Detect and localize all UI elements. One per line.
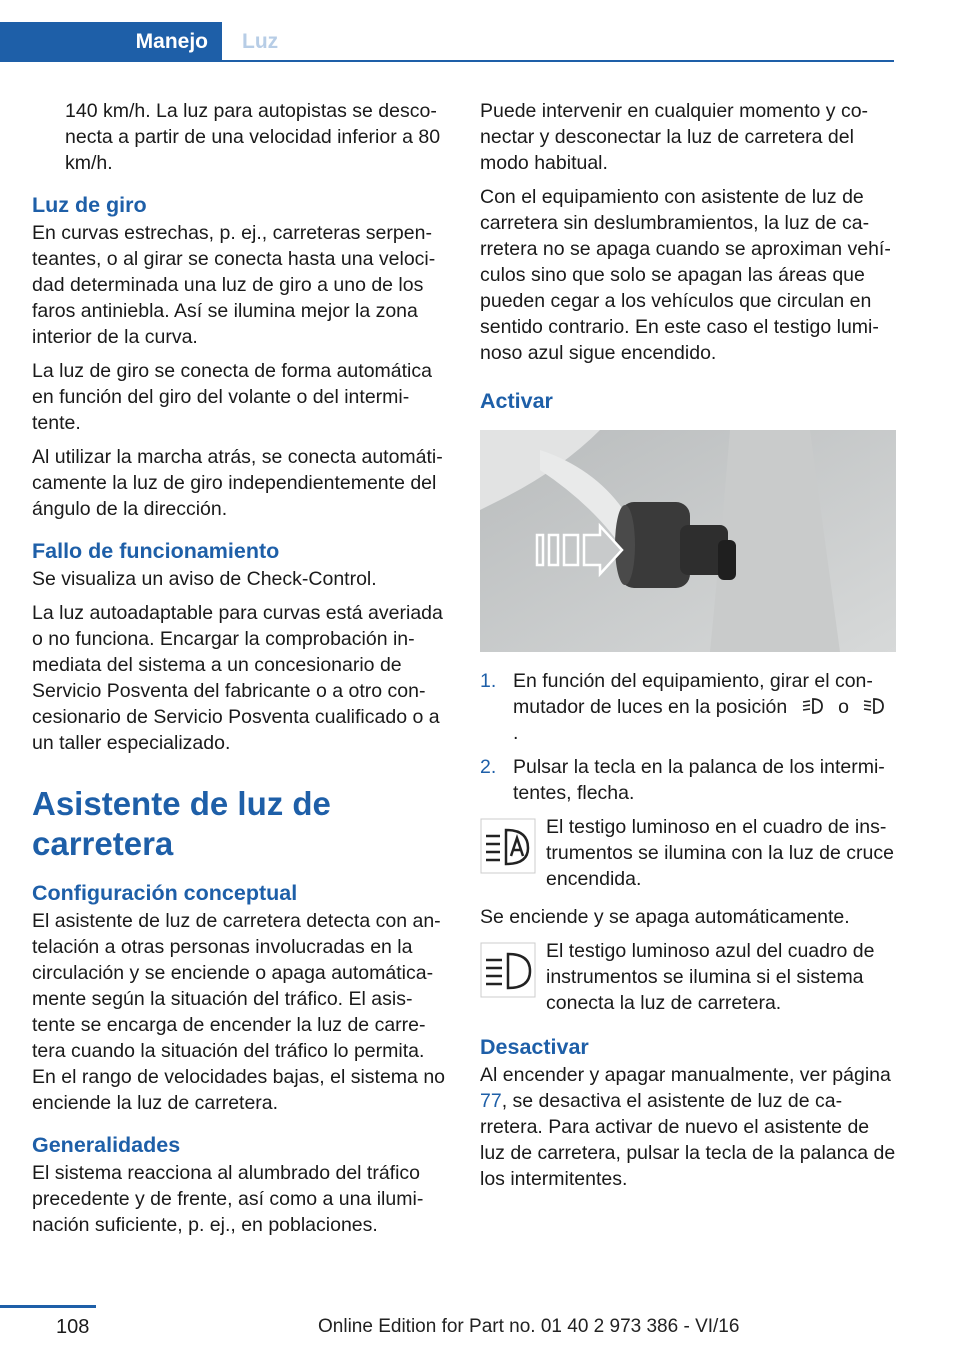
luz-giro-p2: La luz de giro se conecta de forma automática en función del giro del volante o del intermitente. [32, 360, 432, 434]
step-number: 1. [480, 670, 497, 692]
right-p2: Con el equipamiento con asistente de luz de carretera sin deslumbramientos, la luz de carretera no se apaga cuando se aproximan vehículos sino que solo se apagan las áreas que pueden cegar a los vehículos que circulan en sentido contrario. En este caso el testigo luminoso azul sigue encendido. [480, 186, 891, 364]
list-item [480, 754, 896, 806]
heading-configuracion: Configuración conceptual [32, 881, 298, 905]
activation-steps [480, 668, 896, 806]
step-text: Pulsar la tecla en la palanca de los intermitentes, flecha. [513, 756, 885, 804]
general-p1: El sistema reacciona al alumbrado del tráfico precedente y de frente, así como a una iluminación suficiente, p. ej., en poblaciones. [32, 1162, 424, 1236]
auto-paragraph: Se enciende y se apaga automáticamente. [480, 906, 850, 928]
heading-fallo: Fallo de funcionamiento [32, 539, 280, 563]
auto-headlight-icon [801, 696, 825, 716]
heading-asistente: Asistente de luz de carretera [32, 785, 331, 862]
desactivar-paragraph: Al encender y apagar manualmente, ver página 77, se desactiva el asistente de luz de carretera. Para activar de nuevo el asistente de luz de carretera, pulsar la tecla de la palanca de los intermitentes. [480, 1064, 896, 1190]
left-column [32, 98, 448, 1246]
heading-luz-de-giro: Luz de giro [32, 193, 147, 217]
heading-activar: Activar [480, 389, 553, 413]
tab-manejo[interactable]: Manejo [0, 22, 222, 62]
intro-paragraph: 140 km/h. La luz para autopistas se desconecta a partir de una velocidad inferior a 80 km/h. [65, 100, 441, 174]
fallo-p1: Se visualiza un aviso de Check-Control. [32, 568, 377, 590]
edition-text: Online Edition for Part no. 01 40 2 973 386 - VI/16 [318, 1316, 740, 1337]
footer-rule [0, 1305, 96, 1308]
step-text: En función del equipamiento, girar el conmutador de luces en la posición o . [513, 668, 896, 746]
luz-giro-p1: En curvas estrechas, p. ej., carreteras serpenteantes, o al girar se conecta hasta una velocidad determinada una luz de giro a uno de los faros antiniebla. Así se ilumina mejor la zona interior de la curva. [32, 222, 436, 348]
fallo-p2: La luz autoadaptable para curvas está averiada o no funciona. Encargar la comprobación inmediata del sistema a un concesionario de Servicio Posventa del fabricante o a otro concesionario de Servicio Posventa cualificado o a un taller especializado. [32, 602, 443, 754]
tab-luz[interactable]: Luz [242, 30, 279, 53]
page-number: 108 [56, 1316, 90, 1338]
page-header [0, 22, 894, 62]
config-p1: El asistente de luz de carretera detecta con antelación a otras personas involucradas en la circulación y se enciende o apaga automáticamente según la situación del tráfico. El asistente se encarga de encender la luz de carretera cuando la situación del tráfico lo permita. En el rango de velocidades bajas, el sistema no enciende la luz de carretera. [32, 910, 446, 1114]
high-beam-indicator-icon [480, 942, 536, 998]
luz-giro-p3: Al utilizar la marcha atrás, se conecta automáticamente la luz de giro independientemente del ángulo de la dirección. [32, 446, 443, 520]
step-number: 2. [480, 756, 497, 778]
note-high-beam [480, 938, 896, 1016]
note-high-beam-assistant [480, 814, 896, 892]
note-text: El testigo luminoso azul del cuadro de instrumentos se ilumina si el sistema conecta la luz de carretera. [546, 940, 875, 1014]
turn-signal-lever-photo [480, 430, 896, 652]
note-text: El testigo luminoso en el cuadro de instrumentos se ilumina con la luz de cruce encendida. [546, 816, 894, 890]
header-rule [222, 60, 894, 62]
heading-generalidades: Generalidades [32, 1133, 181, 1157]
high-beam-assistant-indicator-icon [480, 818, 536, 874]
right-p1: Puede intervenir en cualquier momento y conectar y desconectar la luz de carretera del modo habitual. [480, 100, 869, 174]
low-beam-icon [862, 696, 886, 716]
page-link[interactable]: 77 [480, 1090, 502, 1112]
right-column [480, 98, 896, 1200]
list-item [480, 668, 896, 746]
heading-desactivar: Desactivar [480, 1035, 589, 1059]
